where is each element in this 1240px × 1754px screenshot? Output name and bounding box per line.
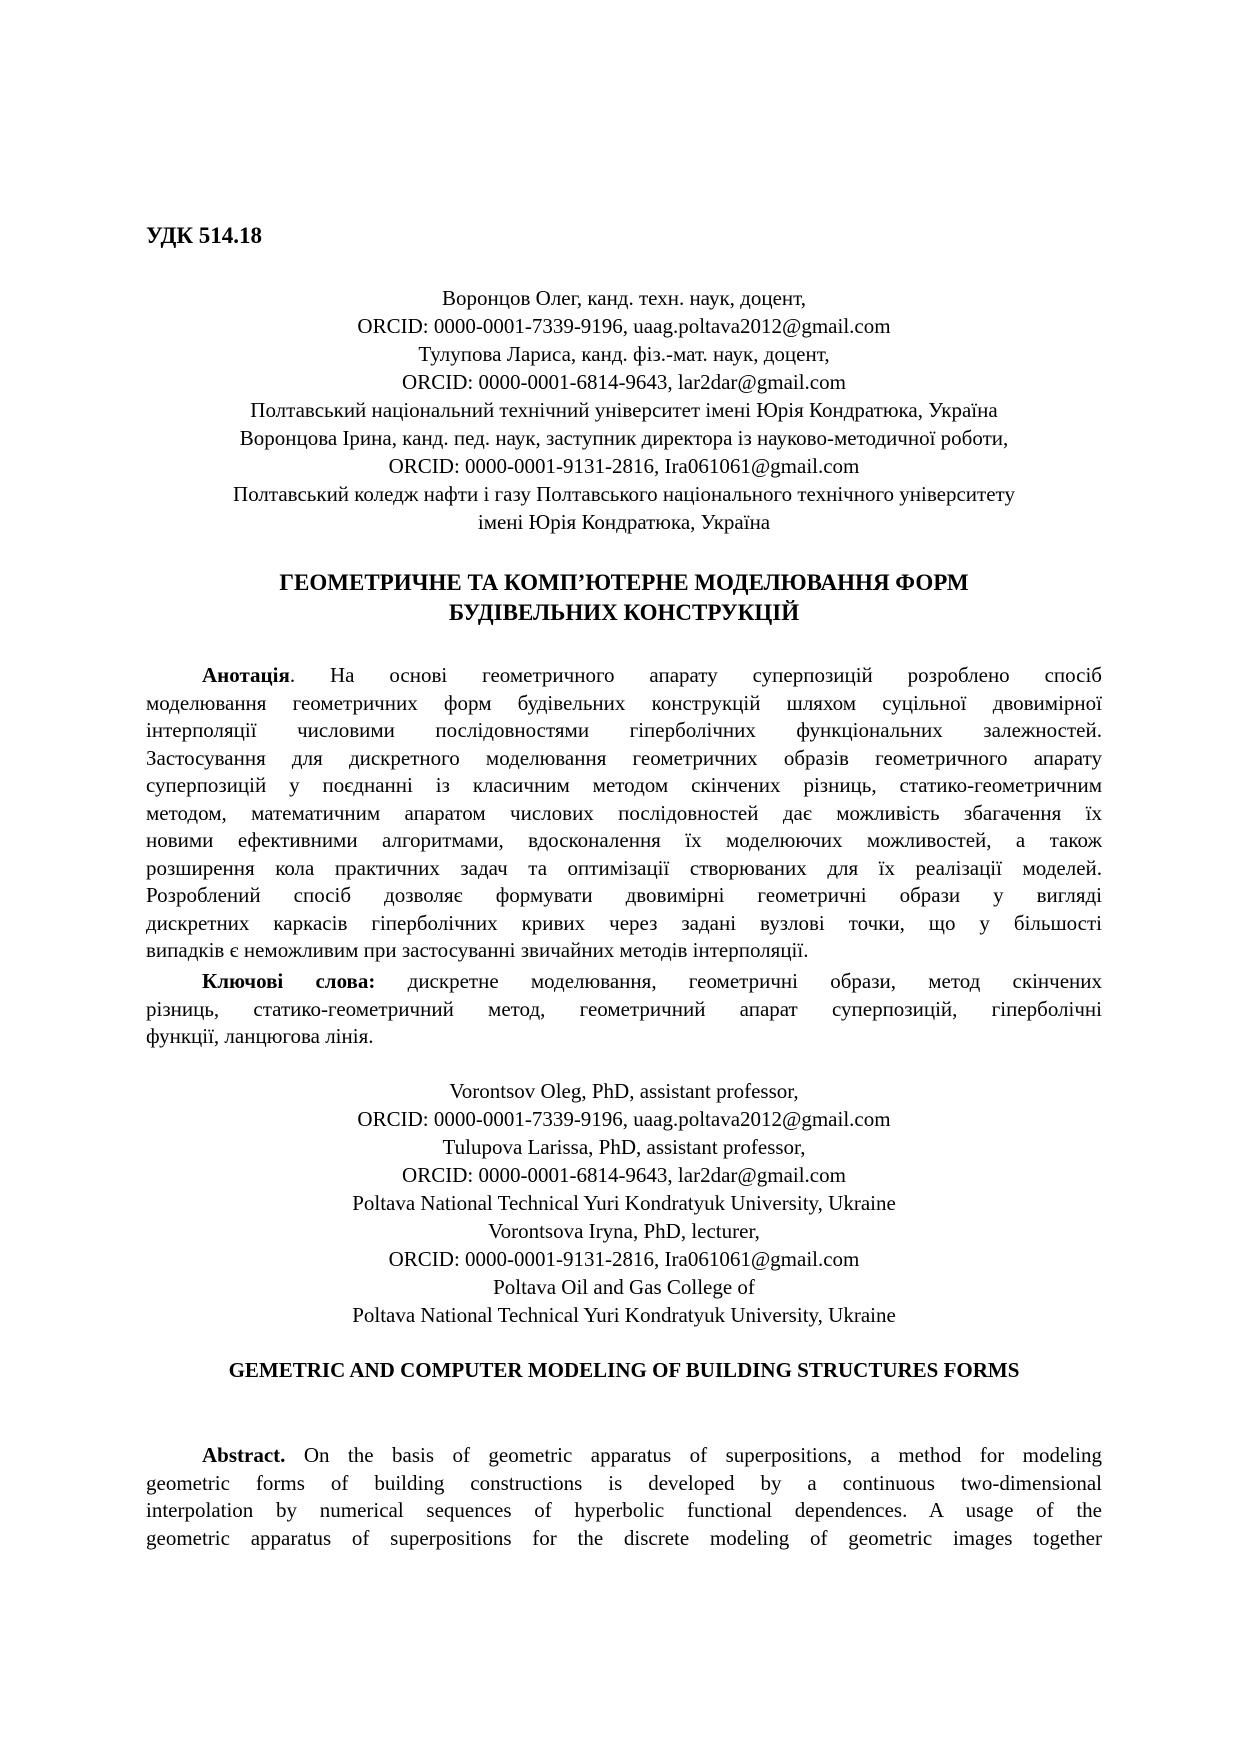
author-line: Полтавський коледж нафти і газу Полтавського національного технічного університету bbox=[233, 482, 1015, 506]
abstract-text: . На основі геометричного апарату суперпозицій розроблено спосіб bbox=[289, 663, 1102, 687]
author-line: Тулупова Лариса, канд. фіз.-мат. наук, доцент, bbox=[418, 342, 830, 366]
keywords-label: Ключові слова: bbox=[202, 969, 376, 993]
abstract-line: Застосування для дискретного моделювання геометричних образів геометричного апарату bbox=[146, 745, 1102, 770]
author-line: ORCID: 0000-0001-6814-9643, lar2dar@gmail.com bbox=[402, 370, 846, 394]
abstract-label: Анотація bbox=[202, 663, 290, 687]
author-line: Tulupova Larissa, PhD, assistant professor, bbox=[442, 1135, 806, 1159]
author-line: Vorontsov Oleg, PhD, assistant professor, bbox=[449, 1079, 799, 1103]
author-line: Воронцова Ірина, канд. пед. наук, заступник директора із науково-методичної роботи, bbox=[239, 426, 1009, 450]
keywords-line bbox=[146, 968, 1102, 996]
keywords-ua bbox=[146, 968, 1102, 1051]
author-line: Poltava National Technical Yuri Kondratyuk University, Ukraine bbox=[352, 1191, 896, 1215]
keywords-line: функції, ланцюгова лінія. bbox=[146, 1024, 374, 1048]
authors-en bbox=[146, 1077, 1102, 1329]
abstract-line: розширення кола практичних задач та оптимізації створюваних для їх реалізації моделей. bbox=[146, 855, 1102, 880]
abstract-line: geometric forms of building constructions is developed by a continuous two-dimensional bbox=[146, 1470, 1102, 1495]
abstract-line: випадків є неможливим при застосуванні звичайних методів інтерполяції. bbox=[146, 938, 809, 962]
author-line: Poltava Oil and Gas College of bbox=[493, 1275, 755, 1299]
author-line: ORCID: 0000-0001-7339-9196, uaag.poltava2012@gmail.com bbox=[357, 314, 891, 338]
abstract-line: інтерполяції числовими послідовностями гіперболічних функціональних залежностей. bbox=[146, 718, 1102, 742]
abstract-ua bbox=[146, 662, 1102, 965]
author-line: ORCID: 0000-0001-9131-2816, Ira061061@gmail.com bbox=[388, 454, 860, 478]
abstract-line: новими ефективними алгоритмами, вдосконалення їх моделюючих можливостей, а також bbox=[146, 828, 1102, 852]
keywords-line: різниць, статико-геометричний метод, геометричний апарат суперпозицій, гіперболічні bbox=[146, 996, 1102, 1021]
abstract-text: On the basis of geometric apparatus of superpositions, a method for modeling bbox=[285, 1443, 1102, 1467]
abstract-line: geometric apparatus of superpositions for the discrete modeling of geometric images together bbox=[146, 1525, 1102, 1550]
abstract-line bbox=[146, 662, 1102, 690]
author-line: Vorontsova Iryna, PhD, lecturer, bbox=[488, 1219, 760, 1243]
udc-code: УДК 514.18 bbox=[146, 223, 263, 248]
abstract-line: interpolation by numerical sequences of hyperbolic functional dependences. A usage of the bbox=[146, 1498, 1102, 1522]
title-line: БУДІВЕЛЬНИХ КОНСТРУКЦІЙ bbox=[448, 600, 800, 625]
keywords-text: дискретне моделювання, геометричні образи, метод скінчених bbox=[375, 969, 1102, 993]
abstract-en bbox=[146, 1442, 1102, 1552]
abstract-line bbox=[146, 1442, 1102, 1470]
author-line: Полтавський національний технічний університет імені Юрія Кондратюка, Україна bbox=[250, 398, 998, 422]
abstract-line: суперпозицій у поєднанні із класичним методом скінчених різниць, статико-геометричним bbox=[146, 773, 1102, 797]
author-line: ORCID: 0000-0001-6814-9643, lar2dar@gmail.com bbox=[402, 1163, 846, 1187]
author-line: Poltava National Technical Yuri Kondratyuk University, Ukraine bbox=[352, 1303, 896, 1327]
abstract-line: методом, математичним апаратом числових послідовностей дає можливість збагачення їх bbox=[146, 800, 1102, 825]
paper-title-ua bbox=[146, 568, 1102, 628]
author-line: ORCID: 0000-0001-9131-2816, Ira061061@gmail.com bbox=[388, 1247, 860, 1271]
author-line: імені Юрія Кондратюка, Україна bbox=[477, 510, 771, 534]
author-line: ORCID: 0000-0001-7339-9196, uaag.poltava2012@gmail.com bbox=[357, 1107, 891, 1131]
title-line: ГЕОМЕТРИЧНЕ ТА КОМП’ЮТЕРНЕ МОДЕЛЮВАННЯ ФОРМ bbox=[279, 570, 969, 595]
author-line: Воронцов Олег, канд. техн. наук, доцент, bbox=[442, 286, 806, 310]
abstract-line: моделювання геометричних форм будівельних конструкцій шляхом суцільної двовимірної bbox=[146, 690, 1102, 715]
abstract-line: Розроблений спосіб дозволяє формувати двовимірні геометричні образи у вигляді bbox=[146, 883, 1102, 907]
abstract-label: Abstract. bbox=[202, 1443, 286, 1467]
authors-ua bbox=[146, 284, 1102, 536]
abstract-line: дискретних каркасів гіперболічних кривих через задані вузлові точки, що у більшості bbox=[146, 910, 1102, 935]
paper-title-en: GEMETRIC AND COMPUTER MODELING OF BUILDING STRUCTURES FORMS bbox=[228, 1358, 1020, 1382]
